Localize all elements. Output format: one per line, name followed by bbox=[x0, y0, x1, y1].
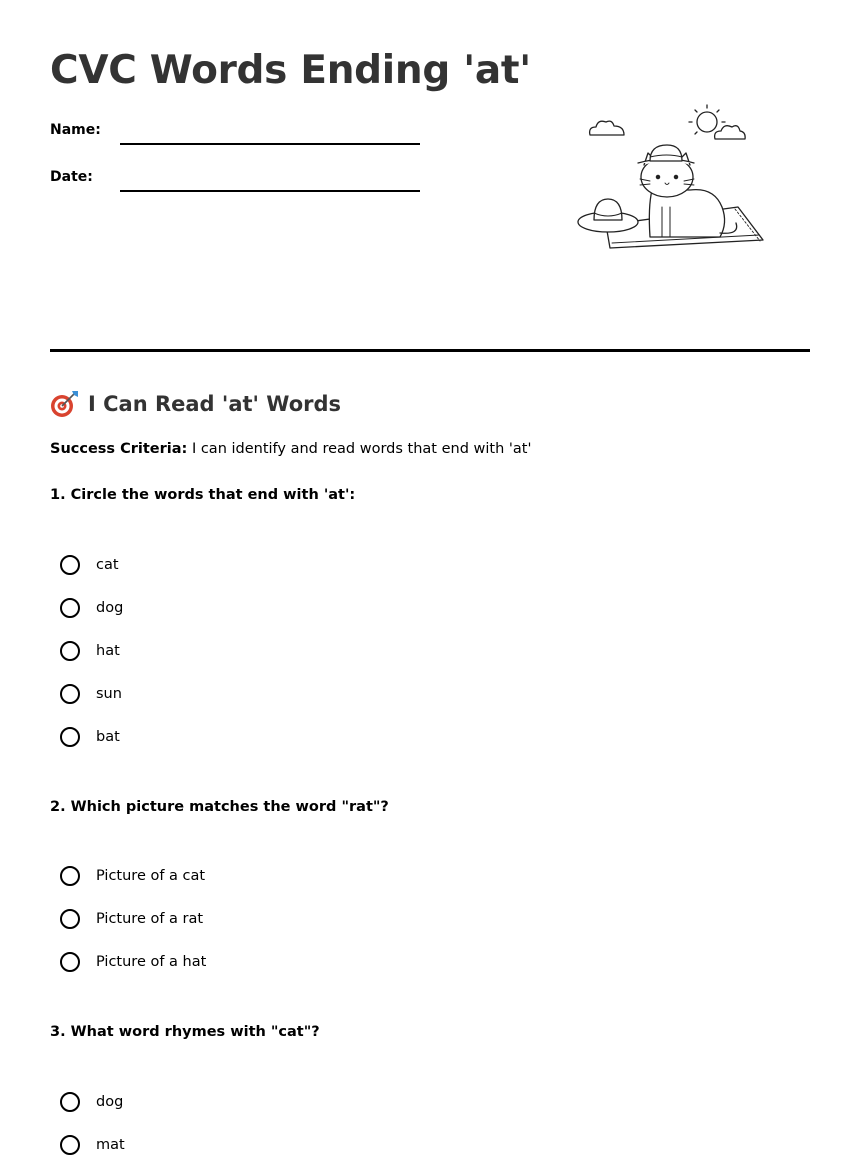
radio-circle[interactable] bbox=[60, 952, 80, 972]
radio-circle[interactable] bbox=[60, 641, 80, 661]
radio-circle[interactable] bbox=[60, 1135, 80, 1155]
date-input-line[interactable] bbox=[120, 190, 420, 192]
q1-option-3[interactable] bbox=[60, 638, 120, 664]
cloud-right bbox=[715, 126, 746, 139]
criteria-text: I can identify and read words that end with 'at' bbox=[191, 441, 532, 457]
radio-circle[interactable] bbox=[60, 866, 80, 886]
name-label: Name: bbox=[50, 122, 101, 138]
cloud-left bbox=[590, 121, 624, 135]
q1-option-4[interactable] bbox=[60, 681, 122, 707]
q2-option-3[interactable] bbox=[60, 949, 206, 975]
success-criteria bbox=[50, 441, 531, 457]
radio-circle[interactable] bbox=[60, 1092, 80, 1112]
section-title: I Can Read 'at' Words bbox=[88, 392, 342, 416]
radio-circle[interactable] bbox=[60, 684, 80, 704]
q2-option-2[interactable] bbox=[60, 906, 203, 932]
cat-illustration bbox=[570, 95, 770, 260]
section-heading bbox=[50, 388, 341, 420]
radio-circle[interactable] bbox=[60, 909, 80, 929]
option-label: cat bbox=[96, 557, 119, 573]
question-2-text: 2. Which picture matches the word "rat"? bbox=[50, 799, 389, 815]
q1-option-1[interactable] bbox=[60, 552, 119, 578]
question-1-text: 1. Circle the words that end with 'at': bbox=[50, 487, 356, 503]
q3-option-2[interactable] bbox=[60, 1132, 125, 1158]
page-title: CVC Words Ending 'at' bbox=[50, 48, 531, 93]
option-label: bat bbox=[96, 729, 120, 745]
q1-option-5[interactable] bbox=[60, 724, 120, 750]
criteria-label: Success Criteria: bbox=[50, 441, 188, 457]
option-label: Picture of a rat bbox=[96, 911, 204, 927]
option-label: mat bbox=[96, 1137, 125, 1153]
target-dart-icon bbox=[50, 389, 80, 419]
q3-option-1[interactable] bbox=[60, 1089, 123, 1115]
q1-option-2[interactable] bbox=[60, 595, 123, 621]
question-3-text: 3. What word rhymes with "cat"? bbox=[50, 1024, 320, 1040]
option-label: hat bbox=[96, 643, 120, 659]
option-label: sun bbox=[96, 686, 122, 702]
radio-circle[interactable] bbox=[60, 727, 80, 747]
q2-option-1[interactable] bbox=[60, 863, 205, 889]
option-label: dog bbox=[96, 600, 124, 616]
radio-circle[interactable] bbox=[60, 598, 80, 618]
option-label: Picture of a hat bbox=[96, 954, 207, 970]
option-label: dog bbox=[96, 1094, 124, 1110]
date-label: Date: bbox=[50, 169, 93, 185]
name-input-line[interactable] bbox=[120, 143, 420, 145]
radio-circle[interactable] bbox=[60, 555, 80, 575]
sun bbox=[689, 105, 725, 134]
cat bbox=[638, 145, 737, 237]
option-label: Picture of a cat bbox=[96, 868, 206, 884]
hat-on-blanket bbox=[578, 199, 638, 232]
section-divider bbox=[50, 349, 810, 352]
